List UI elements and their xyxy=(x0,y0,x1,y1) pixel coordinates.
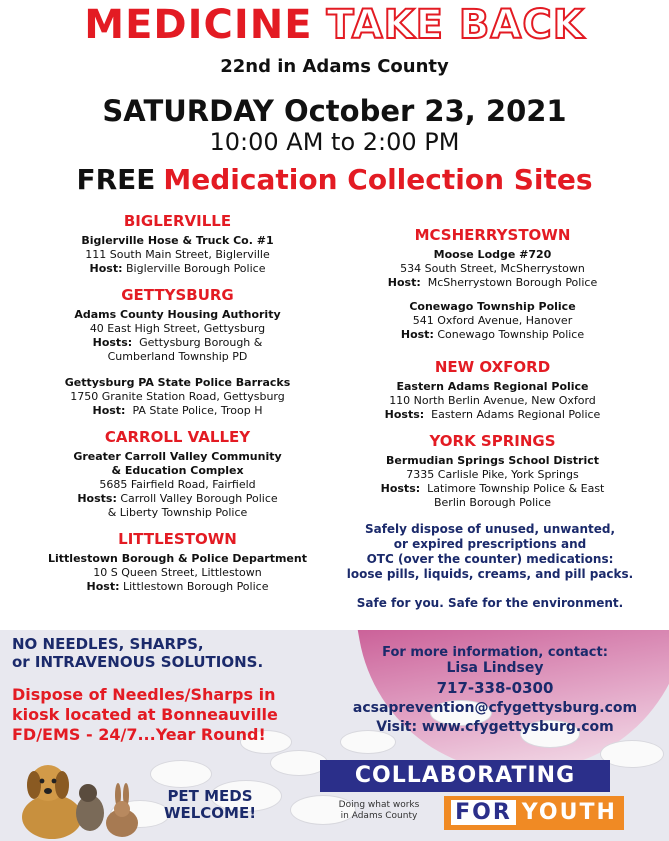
site-host: Host: Biglerville Borough Police xyxy=(89,262,266,275)
site-address: 40 East High Street, Gettysburg xyxy=(89,322,266,335)
site-host: Host: PA State Police, Troop H xyxy=(92,404,263,417)
free-label: FREE xyxy=(76,163,156,196)
disposal-info xyxy=(340,522,640,611)
info-line: loose pills, liquids, creams, and pill packs. xyxy=(346,567,634,581)
event-time: 10:00 AM to 2:00 PM xyxy=(209,128,460,156)
site-conewago xyxy=(335,300,650,342)
notice-line: FD/EMS - 24/7...Year Round! xyxy=(12,725,266,744)
town-carroll-valley: CARROLL VALLEY xyxy=(104,428,251,446)
info-line: Safely dispose of unused, unwanted, xyxy=(364,522,616,536)
town-littlestown: LITTLESTOWN xyxy=(118,530,237,548)
info-line: OTC (over the counter) medications: xyxy=(366,552,614,566)
notice-line: WELCOME! xyxy=(163,804,257,822)
pets-image xyxy=(10,755,150,841)
site-address: 10 S Queen Street, Littlestown xyxy=(93,566,262,579)
contact-name: Lisa Lindsey xyxy=(446,660,544,676)
contact-heading: For more information, contact: xyxy=(382,645,608,660)
site-carroll-valley xyxy=(20,450,335,520)
safe-tagline: Safe for you. Safe for the environment. xyxy=(356,596,624,610)
collection-sites-heading xyxy=(0,163,669,196)
site-host: Host: Littlestown Borough Police xyxy=(86,580,269,593)
left-sites-column xyxy=(20,212,335,594)
site-address: 110 North Berlin Avenue, New Oxford xyxy=(389,394,596,407)
site-name: Conewago Township Police xyxy=(409,300,576,313)
title-take-back: TAKE BACK xyxy=(326,2,585,48)
logo-youth: YOUTH xyxy=(521,800,617,825)
site-host: Hosts: Latimore Township Police & East xyxy=(380,482,605,495)
pill-image xyxy=(150,760,212,788)
logo-for: FOR xyxy=(451,800,516,825)
contact-email: acsaprevention@cfygettysburg.com xyxy=(352,700,638,716)
site-address: 111 South Main Street, Biglerville xyxy=(85,248,270,261)
site-address: 541 Oxford Avenue, Hanover xyxy=(412,314,573,327)
site-littlestown xyxy=(20,552,335,594)
site-host-cont: Cumberland Township PD xyxy=(107,350,248,363)
page-subtitle: 22nd in Adams County xyxy=(220,56,449,77)
contact-info xyxy=(330,645,660,735)
town-york-springs: YORK SPRINGS xyxy=(429,432,556,450)
tagline-line: Doing what works xyxy=(338,800,420,810)
info-line: or expired prescriptions and xyxy=(393,537,587,551)
dog-icon xyxy=(22,795,82,839)
event-date: SATURDAY October 23, 2021 xyxy=(102,94,567,128)
logo-collaborating: COLLABORATING xyxy=(320,760,610,792)
right-sites-column xyxy=(335,226,650,510)
site-gettysburg-state-police xyxy=(20,376,335,418)
town-biglerville: BIGLERVILLE xyxy=(123,212,232,230)
site-name: Bermudian Springs School District xyxy=(385,454,600,467)
collection-sites-label: Medication Collection Sites xyxy=(163,163,593,196)
town-new-oxford: NEW OXFORD xyxy=(434,358,551,376)
town-gettysburg: GETTYSBURG xyxy=(121,286,234,304)
site-host: Hosts: Carroll Valley Borough Police xyxy=(77,492,278,505)
site-address: 5685 Fairfield Road, Fairfield xyxy=(99,478,256,491)
notice-line: Dispose of Needles/Sharps in xyxy=(12,685,276,704)
page-title xyxy=(0,2,669,54)
site-host-cont: Berlin Borough Police xyxy=(433,496,552,509)
notice-line: NO NEEDLES, SHARPS, xyxy=(12,635,204,653)
contact-phone: 717-338-0300 xyxy=(436,679,554,697)
site-name: Littlestown Borough & Police Department xyxy=(48,552,307,565)
logo-for-youth xyxy=(444,796,624,830)
site-host-cont: & Liberty Township Police xyxy=(107,506,248,519)
site-name: Gettysburg PA State Police Barracks xyxy=(64,376,291,389)
site-name: Biglerville Hose & Truck Co. #1 xyxy=(81,234,274,247)
site-host: Host: McSherrystown Borough Police xyxy=(387,276,598,289)
tagline-line: in Adams County xyxy=(340,811,418,821)
notice-line: kiosk located at Bonneauville xyxy=(12,705,278,724)
site-name-cont: & Education Complex xyxy=(111,464,244,477)
logo-tagline xyxy=(320,800,438,822)
site-host: Hosts: Gettysburg Borough & xyxy=(92,336,263,349)
notice-line: or INTRAVENOUS SOLUTIONS. xyxy=(12,653,264,671)
pet-meds-notice xyxy=(150,788,270,822)
kiosk-notice xyxy=(12,685,312,745)
site-address: 1750 Granite Station Road, Gettysburg xyxy=(70,390,285,403)
site-name: Adams County Housing Authority xyxy=(74,308,281,321)
site-host: Hosts: Eastern Adams Regional Police xyxy=(384,408,601,421)
site-new-oxford xyxy=(335,380,650,422)
site-gettysburg-housing xyxy=(20,308,335,364)
site-address: 534 South Street, McSherrystown xyxy=(400,262,585,275)
site-name: Moose Lodge #720 xyxy=(433,248,552,261)
contact-website: Visit: www.cfygettysburg.com xyxy=(376,719,614,735)
site-host: Host: Conewago Township Police xyxy=(400,328,585,341)
site-address: 7335 Carlisle Pike, York Springs xyxy=(406,468,579,481)
site-york-springs xyxy=(335,454,650,510)
title-medicine: MEDICINE xyxy=(84,2,313,48)
site-name: Eastern Adams Regional Police xyxy=(396,380,589,393)
site-biglerville xyxy=(20,234,335,276)
collaborating-for-youth-logo xyxy=(320,760,645,835)
no-needles-notice xyxy=(12,635,312,671)
notice-line: PET MEDS xyxy=(167,787,253,805)
site-moose-lodge xyxy=(335,248,650,290)
town-mcsherrystown: MCSHERRYSTOWN xyxy=(414,226,571,244)
site-name: Greater Carroll Valley Community xyxy=(73,450,282,463)
